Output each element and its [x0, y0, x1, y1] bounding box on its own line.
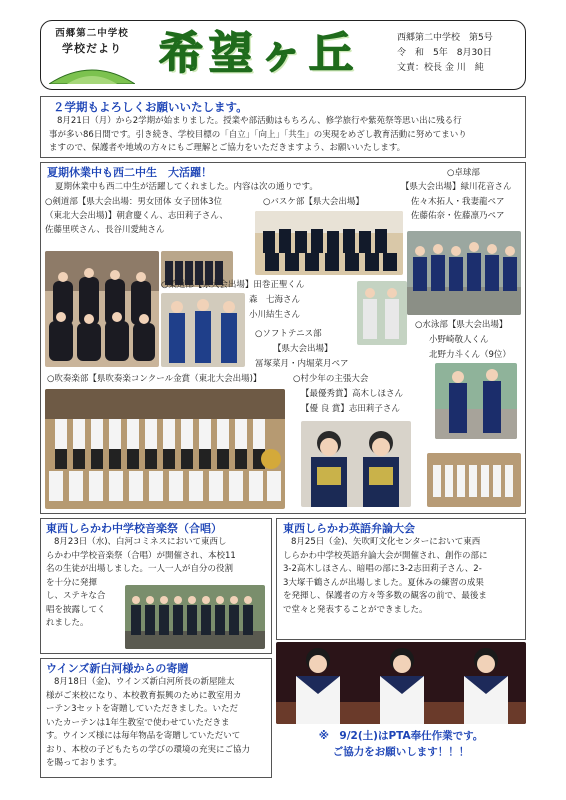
donation-line: いたカーテンは1年生教室で使わせていただきま	[46, 717, 230, 728]
swim-group-photo	[427, 453, 521, 507]
pta-notice-line: ※ 9/2(土)はPTA奉仕作業です。	[318, 730, 484, 742]
brass-band-photo	[45, 389, 285, 509]
judo-team-photo	[161, 293, 245, 367]
school-name-block	[51, 27, 133, 57]
english-speech-section	[276, 518, 526, 640]
donation-line: おり、本校の子どもたちの学びの環境の充実にご協力	[46, 744, 251, 755]
soft-tennis-text: 冨塚菜月・内堀菜月ペア	[255, 359, 349, 369]
music-festival-section	[40, 518, 272, 654]
judo-text: 森 七海さん	[249, 295, 301, 305]
music-festival-line: らかわ中学校音楽祭（合唱）が開催され、本校11	[46, 550, 236, 561]
hill-illustration	[49, 62, 135, 84]
swimming-text: 小野崎敬人くん	[429, 335, 489, 345]
table-tennis-text: ○卓球部	[447, 168, 480, 178]
swimming-text: ○水泳部【県大会出場】	[415, 320, 508, 330]
kendo-text: ○剣道部【県大会出場：男女団体 女子団体3位	[45, 197, 223, 207]
judo-text: 小川結生さん	[249, 310, 301, 320]
table-tennis-text: 【県大会出場】緑川花音さん	[401, 182, 512, 192]
donation-section	[40, 658, 272, 778]
speech-contest-photo	[301, 421, 411, 507]
summer-activities-section	[40, 162, 526, 514]
intro-line: 事が多い86日間です。引き続き、学校目標の「自立」「向上」「共生」の実現をめざし教育活動に努めてまいり	[49, 129, 467, 140]
english-speech-line: を発揮し、保護者の方々等多数の観客の前で、最後ま	[283, 591, 487, 601]
newsletter-title: 希望ヶ丘	[159, 28, 359, 79]
english-speech-line: しらかわ中学校英語弁論大会が開催され、創作の部に	[283, 550, 488, 561]
donation-heading: ウインズ新白河様からの寄贈	[46, 662, 189, 675]
intro-line: ますので、保護者や地域の方々にもご理解とご協力をいただきますよう、お願いいたします。	[49, 143, 406, 153]
music-festival-line: し、ステキな合	[46, 591, 106, 601]
english-speech-heading: 東西しらかわ英語弁論大会	[283, 522, 415, 535]
intro-heading: ２学期もよろしくお願いいたします。	[53, 100, 248, 114]
kendo-text: 佐藤里咲さん、長谷川愛純さん	[45, 225, 165, 235]
donation-line: 様がご来校になり、本校教育振興のために教室用カ	[46, 690, 242, 701]
soft-tennis-photo	[357, 281, 407, 345]
speech-contest-text: 【優 良 賞】志田莉子さん	[301, 404, 400, 414]
music-festival-line: 名の生徒が出場しました。一人一人が自分の役割	[46, 564, 234, 574]
donation-line: 8月18日（金)、ウインズ新白河所長の新屋陸太	[54, 677, 235, 687]
music-festival-line: 唱を披露してく	[46, 604, 106, 615]
newsletter-header	[40, 20, 526, 90]
intro-line: 8月21日（月）から2学期が始まりました。授業や部活動はもちろん、修学旅行や紫苑祭等思い出に残る行	[57, 116, 462, 126]
english-speech-photo	[276, 642, 526, 724]
music-festival-line: れました。	[46, 618, 89, 628]
english-speech-line: 3-2高木しほさん、暗唱の部に3-2志田莉子さん、2-	[283, 564, 482, 574]
summer-heading: 夏期休業中も西二中生 大活躍！	[47, 166, 212, 179]
judo-text: ○柔道部【県大会出場】田巻正聖くん	[161, 280, 305, 290]
swimming-team-photo	[435, 363, 517, 439]
table-tennis-text: 佐々木拓人・我妻龍ペア	[411, 197, 505, 207]
donation-line: す。ウインズ様には毎年物品を寄贈していただいて	[46, 731, 241, 741]
music-festival-line: 8月23日（水)、白河コミネスにおいて東西し	[54, 537, 227, 547]
english-speech-body	[283, 536, 519, 617]
issue-info	[397, 31, 521, 76]
donation-line: ーテン3セットを寄贈していただきました。いただ	[46, 704, 238, 714]
basketball-text: ○バスケ部【県大会出場】	[263, 197, 364, 207]
table-tennis-team-photo	[407, 231, 521, 315]
kendo-team-photo	[45, 251, 159, 367]
music-festival-line: を十分に発揮	[46, 577, 98, 588]
table-tennis-text: 佐藤佑奈・佐藤凛乃ペア	[411, 211, 505, 221]
speech-contest-text: 【最優秀賞】高木しほさん	[301, 389, 404, 399]
english-speech-line: 8月25日（金)、矢吹町文化センターにおいて東西	[291, 537, 481, 547]
newsletter-type: 学校だより	[62, 41, 122, 55]
issue-date: 令 和 5年 8月30日	[397, 48, 492, 58]
soft-tennis-text: ○ソフトテニス部	[255, 329, 322, 339]
english-speech-line: で堂々と発表することができました。	[283, 604, 428, 615]
soft-tennis-text: 【県大会出場】	[273, 344, 333, 354]
choir-photo	[125, 585, 265, 649]
kendo-text: （東北大会出場)】朝倉慶くん、志田莉子さん、	[45, 211, 228, 221]
english-speech-line: 3大塚千鶴さんが出場しました。夏休みの練習の成果	[283, 577, 484, 588]
swimming-text: 北野力斗くん（9位）	[429, 350, 511, 360]
issue-author: 文責：校長 金 川 純	[397, 63, 484, 73]
speech-contest-text: ○村少年の主張大会	[293, 374, 369, 384]
pta-notice-line: ご協力をお願いします！！！	[332, 746, 470, 758]
summer-intro: 夏期休業中も西二中生が活躍してくれました。内容は次の通りです。	[55, 182, 318, 192]
brass-band-text: ○吹奏楽部【県吹奏楽コンクール金賞（東北大会出場)】	[47, 374, 262, 384]
pta-notice	[276, 728, 526, 760]
issue-school-number: 西郷第二中学校 第5号	[397, 33, 493, 43]
donation-line: を賜っております。	[46, 758, 122, 768]
donation-body	[46, 676, 266, 771]
school-name: 西郷第二中学校	[55, 28, 129, 39]
intro-section	[40, 96, 526, 158]
music-festival-heading: 東西しらかわ中学校音楽祭（合唱）	[46, 522, 222, 535]
basketball-team-photo	[255, 211, 403, 275]
intro-body	[49, 115, 517, 156]
